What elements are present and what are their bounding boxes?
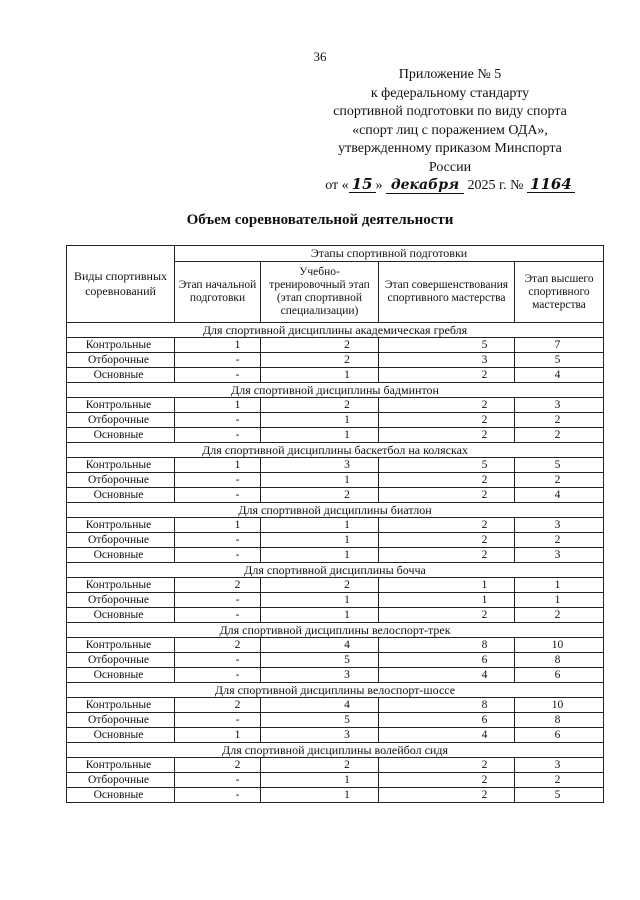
section-title: Для спортивной дисциплины волейбол сидя [67, 743, 604, 758]
section-title: Для спортивной дисциплины биатлон [67, 503, 604, 518]
competition-type-cell: Отборочные [67, 773, 175, 788]
value-cell: 3 [261, 668, 379, 683]
value-cell: 6 [379, 653, 515, 668]
value-cell: 4 [379, 668, 515, 683]
value-cell: 5 [261, 653, 379, 668]
value-cell: 2 [261, 338, 379, 353]
value-cell: 2 [175, 638, 261, 653]
header-competition-type: Виды спортивных соревнований [67, 246, 175, 323]
appendix-block [300, 66, 600, 196]
value-cell: - [175, 428, 261, 443]
value-cell: 2 [379, 488, 515, 503]
value-cell: 1 [175, 458, 261, 473]
value-cell: 2 [175, 698, 261, 713]
value-cell: 5 [515, 353, 604, 368]
value-cell: - [175, 473, 261, 488]
value-cell: 5 [261, 713, 379, 728]
section-row [67, 443, 604, 458]
order-date-line [300, 177, 600, 196]
value-cell: 1 [515, 593, 604, 608]
competition-type-cell: Основные [67, 488, 175, 503]
value-cell: 2 [379, 608, 515, 623]
competition-type-cell: Отборочные [67, 533, 175, 548]
value-cell: 2 [515, 428, 604, 443]
value-cell: 10 [515, 698, 604, 713]
value-cell: 3 [261, 458, 379, 473]
value-cell: 2 [379, 758, 515, 773]
competition-type-cell: Контрольные [67, 398, 175, 413]
value-cell: 7 [515, 338, 604, 353]
competition-type-cell: Отборочные [67, 713, 175, 728]
value-cell: 1 [515, 578, 604, 593]
value-cell: 3 [379, 353, 515, 368]
value-cell: 1 [261, 593, 379, 608]
appendix-line: утвержденному приказом Минспорта [338, 141, 562, 156]
date-mid: » [375, 178, 383, 193]
value-cell: 4 [261, 698, 379, 713]
competition-type-cell: Контрольные [67, 698, 175, 713]
value-cell: - [175, 368, 261, 383]
value-cell: 2 [261, 758, 379, 773]
competition-type-cell: Основные [67, 728, 175, 743]
table-row [67, 638, 604, 653]
value-cell: 1 [175, 338, 261, 353]
section-row [67, 563, 604, 578]
value-cell: 2 [515, 473, 604, 488]
value-cell: - [175, 533, 261, 548]
value-cell: - [175, 653, 261, 668]
value-cell: 2 [379, 773, 515, 788]
value-cell: 4 [515, 488, 604, 503]
value-cell: 1 [379, 578, 515, 593]
value-cell: 1 [261, 788, 379, 803]
value-cell: 2 [175, 758, 261, 773]
value-cell: 3 [515, 398, 604, 413]
value-cell: - [175, 413, 261, 428]
value-cell: 3 [515, 758, 604, 773]
section-title: Для спортивной дисциплины велоспорт-шоссе [67, 683, 604, 698]
competition-type-cell: Контрольные [67, 518, 175, 533]
table-row [67, 398, 604, 413]
value-cell: 8 [515, 653, 604, 668]
date-prefix: от « [325, 178, 349, 193]
section-row [67, 383, 604, 398]
competition-type-cell: Контрольные [67, 578, 175, 593]
date-year: 2025 г. № [467, 178, 524, 193]
value-cell: 2 [379, 428, 515, 443]
table-row [67, 593, 604, 608]
value-cell: 2 [261, 353, 379, 368]
value-cell: 1 [175, 518, 261, 533]
value-cell: 2 [379, 473, 515, 488]
table-row [67, 533, 604, 548]
table-row [67, 428, 604, 443]
table-row [67, 413, 604, 428]
value-cell: - [175, 713, 261, 728]
value-cell: 2 [379, 518, 515, 533]
competition-type-cell: Основные [67, 788, 175, 803]
header-stage-highest: Этап высшего спортивного мастерства [515, 262, 604, 323]
value-cell: 1 [175, 398, 261, 413]
competition-type-cell: Основные [67, 368, 175, 383]
value-cell: 2 [515, 413, 604, 428]
table-row [67, 488, 604, 503]
section-title: Для спортивной дисциплины академическая гребля [67, 323, 604, 338]
appendix-line: России [428, 159, 472, 175]
value-cell: 2 [379, 533, 515, 548]
value-cell: 2 [379, 788, 515, 803]
table-row [67, 773, 604, 788]
value-cell: - [175, 668, 261, 683]
competition-type-cell: Контрольные [67, 758, 175, 773]
value-cell: 1 [261, 368, 379, 383]
value-cell: 1 [261, 473, 379, 488]
table-row [67, 698, 604, 713]
handwritten-day: 15 [349, 177, 376, 193]
value-cell: - [175, 353, 261, 368]
header-stage-training: Учебно-тренировочный этап (этап спортивной специализации) [261, 262, 379, 323]
value-cell: 1 [261, 413, 379, 428]
competition-type-cell: Контрольные [67, 458, 175, 473]
value-cell: 3 [515, 518, 604, 533]
value-cell: 1 [261, 608, 379, 623]
value-cell: 6 [379, 713, 515, 728]
table-row [67, 668, 604, 683]
competition-type-cell: Отборочные [67, 353, 175, 368]
table-row [67, 653, 604, 668]
value-cell: 2 [175, 578, 261, 593]
value-cell: 1 [175, 728, 261, 743]
value-cell: 4 [379, 728, 515, 743]
table-row [67, 608, 604, 623]
value-cell: 3 [515, 548, 604, 563]
section-title: Для спортивной дисциплины велоспорт-трек [67, 623, 604, 638]
competition-type-cell: Отборочные [67, 413, 175, 428]
competition-type-cell: Контрольные [67, 638, 175, 653]
document-title: Объем соревновательной деятельности [186, 212, 454, 228]
section-row [67, 323, 604, 338]
page-number: 36 [313, 49, 327, 64]
table-row [67, 338, 604, 353]
section-title: Для спортивной дисциплины баскетбол на колясках [67, 443, 604, 458]
value-cell: 2 [379, 398, 515, 413]
table-row [67, 548, 604, 563]
table-row [67, 788, 604, 803]
value-cell: - [175, 593, 261, 608]
table-row [67, 518, 604, 533]
competition-type-cell: Отборочные [67, 473, 175, 488]
value-cell: 5 [515, 788, 604, 803]
value-cell: - [175, 488, 261, 503]
value-cell: 4 [261, 638, 379, 653]
table-row [67, 473, 604, 488]
value-cell: 8 [379, 638, 515, 653]
table-row [67, 728, 604, 743]
competition-type-cell: Основные [67, 608, 175, 623]
value-cell: 10 [515, 638, 604, 653]
value-cell: 2 [515, 773, 604, 788]
value-cell: 2 [261, 488, 379, 503]
section-title: Для спортивной дисциплины бочча [67, 563, 604, 578]
value-cell: 1 [261, 518, 379, 533]
value-cell: 2 [379, 548, 515, 563]
competition-table [66, 245, 604, 803]
appendix-line: к федеральному стандарту [370, 85, 530, 101]
handwritten-order-number: 1164 [527, 177, 575, 193]
value-cell: 1 [261, 548, 379, 563]
value-cell: 2 [515, 608, 604, 623]
competition-type-cell: Основные [67, 548, 175, 563]
appendix-line: «спорт лиц с поражением ОДА», [352, 122, 548, 138]
appendix-line: спортивной подготовки по виду спорта [333, 104, 567, 119]
value-cell: 2 [261, 578, 379, 593]
table-row [67, 758, 604, 773]
appendix-line: Приложение № 5 [398, 67, 502, 82]
value-cell: 6 [515, 668, 604, 683]
table-row [67, 458, 604, 473]
value-cell: 1 [379, 593, 515, 608]
value-cell: 1 [261, 533, 379, 548]
value-cell: 2 [261, 398, 379, 413]
section-row [67, 743, 604, 758]
value-cell: 1 [261, 773, 379, 788]
competition-type-cell: Контрольные [67, 338, 175, 353]
competition-type-cell: Отборочные [67, 653, 175, 668]
header-stage-initial: Этап начальной подготовки [175, 262, 261, 323]
table-row [67, 353, 604, 368]
value-cell: - [175, 773, 261, 788]
value-cell: - [175, 608, 261, 623]
section-row [67, 503, 604, 518]
value-cell: 2 [515, 533, 604, 548]
value-cell: 8 [379, 698, 515, 713]
header-stages: Этапы спортивной подготовки [175, 246, 604, 262]
competition-type-cell: Основные [67, 428, 175, 443]
competition-type-cell: Отборочные [67, 593, 175, 608]
competition-type-cell: Основные [67, 668, 175, 683]
section-title: Для спортивной дисциплины бадминтон [67, 383, 604, 398]
value-cell: 8 [515, 713, 604, 728]
handwritten-month: декабря [386, 178, 464, 194]
value-cell: - [175, 548, 261, 563]
value-cell: 3 [261, 728, 379, 743]
value-cell: 5 [515, 458, 604, 473]
value-cell: 2 [379, 368, 515, 383]
table-row [67, 578, 604, 593]
value-cell: 6 [515, 728, 604, 743]
table-row [67, 368, 604, 383]
value-cell: 5 [379, 458, 515, 473]
value-cell: 2 [379, 413, 515, 428]
value-cell: 4 [515, 368, 604, 383]
table-row [67, 713, 604, 728]
value-cell: 1 [261, 428, 379, 443]
section-row [67, 683, 604, 698]
section-row [67, 623, 604, 638]
header-stage-improvement: Этап совершенствования спортивного мастерства [379, 262, 515, 323]
value-cell: 5 [379, 338, 515, 353]
value-cell: - [175, 788, 261, 803]
